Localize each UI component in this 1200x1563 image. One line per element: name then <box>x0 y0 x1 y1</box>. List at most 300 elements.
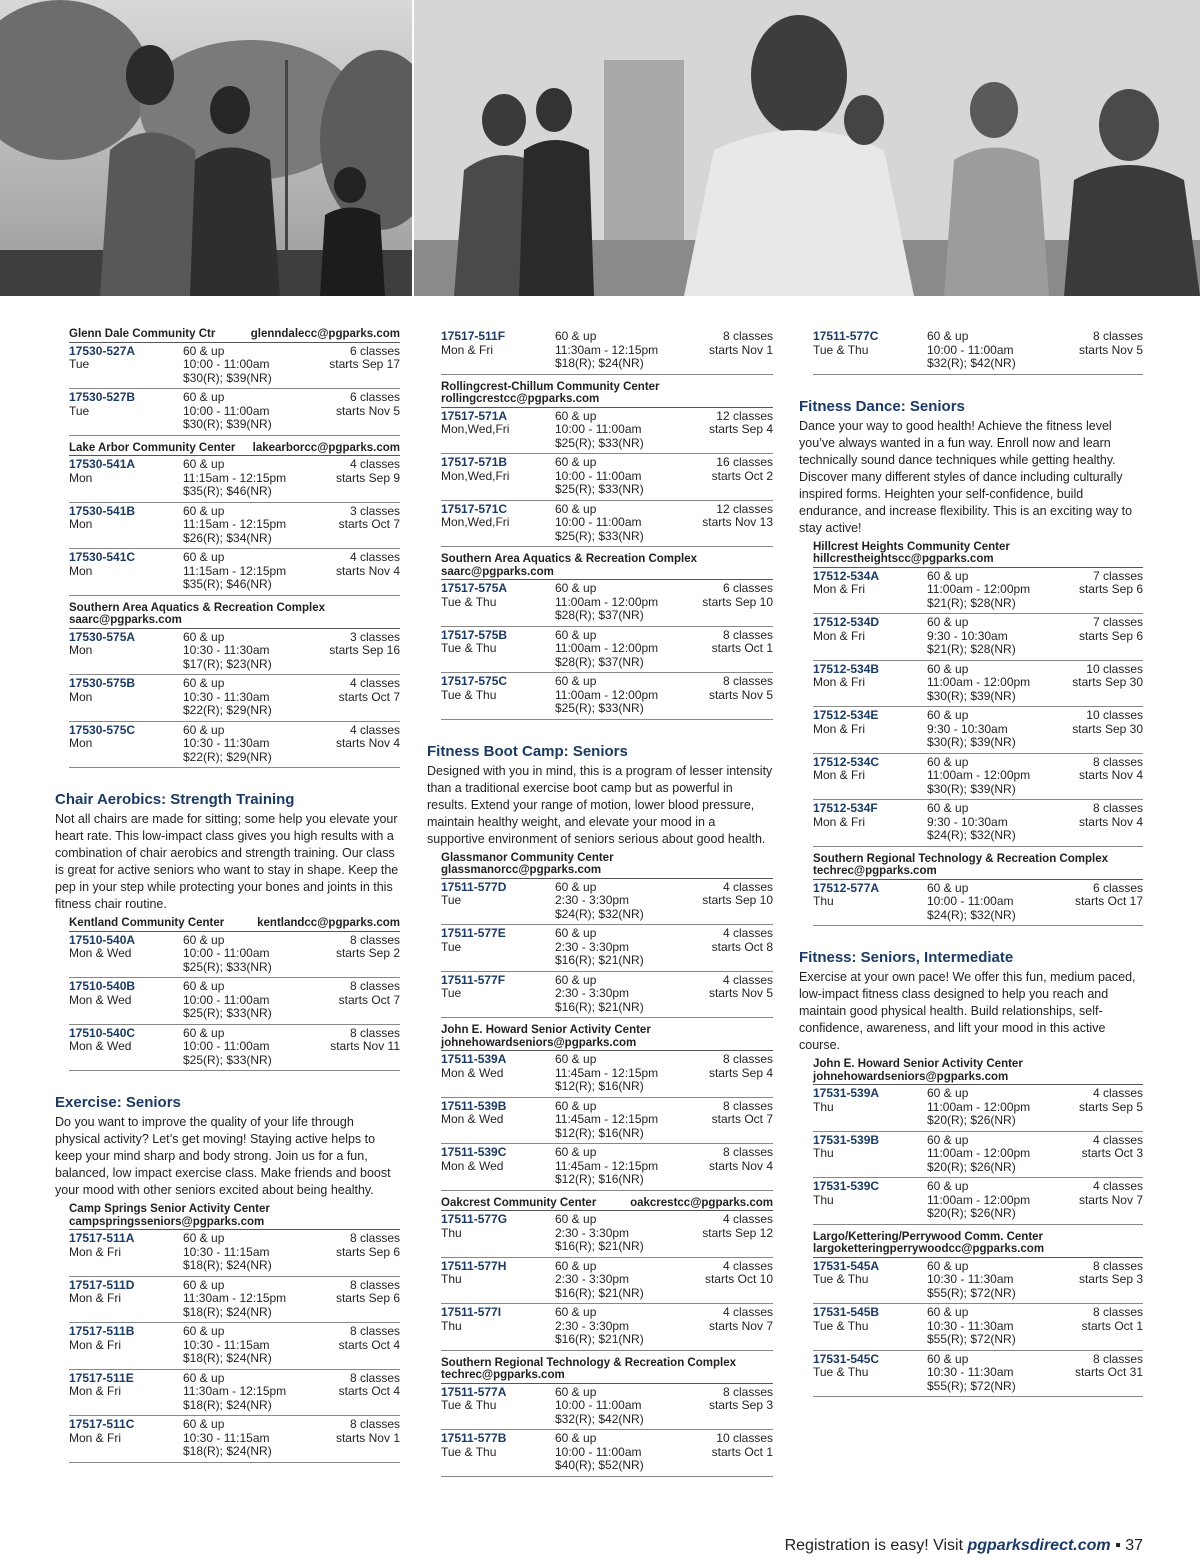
section-description: Designed with you in mind, this is a program of lesser intensity than a traditional exercise boot camp but as powerful in results. Extend your range of motion, lower blood pressure, maintain healthy weight, and elevate your mood in a supportive environment of seniors serious about good health. <box>427 763 773 846</box>
venue-name: John E. Howard Senior Activity Center <box>813 1058 1023 1070</box>
class-schedule-cell <box>339 505 400 546</box>
class-age: 60 & up <box>927 754 969 769</box>
venue-email-link[interactable]: lakearborcc@pgparks.com <box>252 441 400 454</box>
class-code-cell <box>69 458 183 499</box>
class-schedule-cell <box>336 724 400 765</box>
class-row <box>441 1211 773 1258</box>
class-time: 10:30 - 11:30am <box>927 1318 1014 1333</box>
class-schedule-cell <box>709 1306 773 1347</box>
venue-block <box>427 1357 773 1477</box>
venue-email-link[interactable]: saarc@pgparks.com <box>69 614 182 626</box>
class-fee: $16(R); $21(NR) <box>555 1332 644 1346</box>
class-days: Mon & Fri <box>813 768 866 782</box>
venue-block <box>427 852 773 1019</box>
class-start-date: starts Sep 6 <box>1078 628 1143 643</box>
class-count: 4 classes <box>722 926 773 940</box>
class-schedule-cell <box>705 1260 773 1301</box>
class-code-cell <box>813 882 927 923</box>
class-code-cell <box>441 1146 555 1187</box>
class-time: 10:30 - 11:15am <box>183 1337 270 1352</box>
venue-block <box>55 442 400 596</box>
class-count: 8 classes <box>349 1370 400 1385</box>
class-time: 2:30 - 3:30pm <box>555 939 630 954</box>
class-time: 10:00 - 11:00am <box>555 468 642 483</box>
class-start-date: starts Oct 31 <box>1074 1365 1143 1379</box>
class-time: 10:30 - 11:30am <box>183 689 270 704</box>
class-age: 60 & up <box>183 676 225 690</box>
class-time: 11:00am - 12:00pm <box>927 1099 1031 1114</box>
class-schedule-cell <box>1072 663 1143 704</box>
class-age: 60 & up <box>555 972 597 987</box>
class-row <box>441 328 773 375</box>
class-time: 11:00am - 12:00pm <box>927 1192 1031 1207</box>
venue-email-link[interactable]: oakcrestcc@pgparks.com <box>630 1196 773 1209</box>
class-row <box>813 1132 1143 1179</box>
class-time: 11:15am - 12:15pm <box>183 470 287 485</box>
footer-separator: ▪ <box>1110 1537 1126 1554</box>
class-code-cell <box>69 505 183 546</box>
venue-email-link[interactable]: campspringsseniors@pgparks.com <box>69 1215 265 1228</box>
class-code-cell <box>441 1386 555 1427</box>
class-time: 2:30 - 3:30pm <box>555 986 630 1000</box>
class-fee: $18(R); $24(NR) <box>183 1397 272 1412</box>
class-fee: $40(R); $52(NR) <box>555 1458 644 1472</box>
class-start-date: starts Oct 2 <box>711 468 773 483</box>
class-fee: $32(R); $42(NR) <box>927 356 1016 370</box>
class-schedule-cell <box>712 927 773 968</box>
class-code: 17511-577C <box>813 329 879 343</box>
class-row <box>441 1144 773 1191</box>
class-row <box>69 675 400 722</box>
class-schedule-cell <box>1079 330 1143 371</box>
venue-email-link[interactable]: johnehowardseniors@pgparks.com <box>813 1070 1009 1083</box>
venue-email-link[interactable]: glenndalecc@pgparks.com <box>250 328 400 340</box>
class-code-cell <box>69 345 183 386</box>
class-row <box>813 328 1143 375</box>
class-age: 60 & up <box>927 615 969 629</box>
class-time: 11:00am - 12:00pm <box>927 675 1031 689</box>
class-time: 11:45am - 12:15pm <box>555 1065 659 1080</box>
class-count: 16 classes <box>716 455 773 469</box>
footer-text: Registration is easy! Visit <box>784 1537 968 1554</box>
class-detail-cell <box>555 974 709 1015</box>
class-schedule-cell <box>329 631 400 672</box>
class-count: 4 classes <box>722 1258 773 1273</box>
class-code: 17512-534B <box>813 661 880 676</box>
class-schedule-cell <box>339 980 400 1021</box>
class-code: 17517-511F <box>441 329 506 343</box>
class-count: 8 classes <box>1092 1258 1143 1273</box>
class-days: Mon & Fri <box>69 1384 122 1398</box>
class-detail-cell <box>555 1386 709 1427</box>
venue-block <box>55 1203 400 1463</box>
venue-email-link[interactable]: saarc@pgparks.com <box>441 565 554 578</box>
class-schedule-cell <box>336 1279 400 1320</box>
section-spacer <box>799 926 1143 948</box>
class-fee: $24(R); $32(NR) <box>927 828 1016 842</box>
class-time: 11:15am - 12:15pm <box>183 563 287 578</box>
class-row <box>441 1384 773 1431</box>
class-detail-cell <box>927 1306 1082 1347</box>
class-days: Mon,Wed,Fri <box>441 515 510 529</box>
class-detail-cell <box>555 675 709 716</box>
class-age: 60 & up <box>555 1431 597 1445</box>
class-fee: $30(R); $39(NR) <box>927 688 1016 703</box>
class-schedule-cell <box>339 677 400 718</box>
class-schedule-cell <box>1079 1260 1143 1301</box>
class-code-cell <box>69 677 183 718</box>
class-start-date: starts Sep 12 <box>702 1225 773 1240</box>
venue-email-link[interactable]: hillcrestheightscc@pgparks.com <box>813 553 994 565</box>
class-fee: $28(R); $37(NR) <box>555 608 644 622</box>
class-fee: $25(R); $33(NR) <box>555 435 644 450</box>
class-fee: $30(R); $39(NR) <box>183 370 272 385</box>
class-time: 10:30 - 11:30am <box>183 643 270 657</box>
class-schedule-cell <box>1075 882 1143 923</box>
class-count: 8 classes <box>722 627 773 642</box>
class-count: 4 classes <box>349 676 400 690</box>
class-code: 17530-527B <box>69 390 136 404</box>
class-code: 17530-575A <box>69 629 136 644</box>
venue-header <box>441 1024 773 1051</box>
class-fee: $32(R); $42(NR) <box>555 1411 644 1426</box>
class-row <box>69 1230 400 1277</box>
class-detail-cell <box>183 1232 336 1273</box>
venue-block <box>427 328 773 375</box>
class-code: 17531-545C <box>813 1351 880 1366</box>
class-fee: $20(R); $26(NR) <box>927 1159 1016 1174</box>
class-row <box>813 568 1143 615</box>
class-time: 2:30 - 3:30pm <box>555 1225 630 1240</box>
class-code: 17511-577F <box>441 972 506 987</box>
class-start-date: starts Sep 3 <box>1078 1272 1143 1286</box>
class-detail-cell <box>183 505 339 546</box>
class-fee: $16(R); $21(NR) <box>555 1239 644 1253</box>
class-schedule-cell <box>1082 1134 1143 1175</box>
class-detail-cell <box>183 391 336 432</box>
class-fee: $18(R); $24(NR) <box>183 1304 272 1319</box>
class-row <box>69 1370 400 1417</box>
class-age: 60 & up <box>927 801 969 815</box>
class-days: Mon <box>69 517 93 531</box>
class-row <box>69 722 400 769</box>
class-start-date: starts Oct 1 <box>711 641 773 655</box>
class-count: 4 classes <box>722 879 773 894</box>
class-count: 3 classes <box>349 629 400 644</box>
class-row <box>813 614 1143 661</box>
chair-exercise-photo <box>414 0 1200 296</box>
class-age: 60 & up <box>183 1231 225 1245</box>
class-fee: $17(R); $23(NR) <box>183 656 272 671</box>
class-time: 10:30 - 11:30am <box>183 736 270 750</box>
class-time: 11:30am - 12:15pm <box>555 342 659 357</box>
class-count: 4 classes <box>1092 1086 1143 1100</box>
venue-header <box>813 1231 1143 1258</box>
class-code-cell <box>69 551 183 592</box>
class-detail-cell <box>183 677 339 718</box>
class-days: Mon & Wed <box>441 1158 504 1173</box>
class-code: 17531-539B <box>813 1132 880 1147</box>
class-code: 17517-575B <box>441 627 508 642</box>
class-code-cell <box>441 582 555 623</box>
class-row <box>441 1051 773 1098</box>
class-days: Tue <box>69 403 90 418</box>
class-count: 4 classes <box>722 1305 773 1319</box>
class-time: 11:30am - 12:15pm <box>183 1384 287 1398</box>
class-start-date: starts Oct 7 <box>711 1112 773 1126</box>
class-fee: $16(R); $21(NR) <box>555 1285 644 1300</box>
class-days: Mon <box>69 563 93 578</box>
class-count: 8 classes <box>722 329 773 343</box>
class-schedule-cell <box>1072 709 1143 750</box>
class-code: 17517-511C <box>69 1417 135 1431</box>
class-detail-cell <box>927 1260 1079 1301</box>
class-age: 60 & up <box>183 550 225 564</box>
venue-header <box>813 853 1143 880</box>
class-fee: $28(R); $37(NR) <box>555 654 644 669</box>
venue-block <box>427 381 773 548</box>
class-row <box>441 454 773 501</box>
class-detail-cell <box>555 330 709 371</box>
class-detail-cell <box>927 570 1079 611</box>
class-detail-cell <box>183 1027 330 1068</box>
venue-email-link[interactable]: kentlandcc@pgparks.com <box>257 917 400 929</box>
class-schedule-cell <box>339 1372 400 1413</box>
venue-email-link[interactable]: rollingcrestcc@pgparks.com <box>441 393 600 405</box>
venue-block <box>427 1024 773 1191</box>
footer-url-link[interactable]: pgparksdirect.com <box>967 1537 1111 1554</box>
class-schedule-cell <box>709 1053 773 1094</box>
class-start-date: starts Sep 30 <box>1072 675 1143 689</box>
class-start-date: starts Nov 1 <box>335 1430 400 1445</box>
class-schedule-cell <box>339 1325 400 1366</box>
class-days: Mon <box>69 470 93 485</box>
venue-email-link[interactable]: techrec@pgparks.com <box>441 1369 565 1381</box>
class-row <box>69 978 400 1025</box>
class-count: 4 classes <box>349 550 400 564</box>
venue-block <box>55 602 400 769</box>
class-detail-cell <box>555 1053 709 1094</box>
class-code-cell <box>813 1180 927 1221</box>
class-time: 10:00 - 11:00am <box>555 422 642 436</box>
class-code: 17530-575B <box>69 676 136 690</box>
class-row <box>813 1085 1143 1132</box>
class-age: 60 & up <box>927 661 969 676</box>
class-code-cell <box>813 802 927 843</box>
class-days: Mon & Fri <box>441 342 494 357</box>
class-code-cell <box>69 391 183 432</box>
class-count: 6 classes <box>722 581 773 595</box>
class-start-date: starts Sep 6 <box>335 1244 400 1259</box>
class-count: 8 classes <box>722 1052 773 1066</box>
class-schedule-cell <box>1079 570 1143 611</box>
class-detail-cell <box>927 1353 1075 1394</box>
venue-block <box>55 328 400 436</box>
column-2 <box>427 328 773 1477</box>
class-schedule-cell <box>712 456 773 497</box>
class-age: 60 & up <box>555 879 597 894</box>
venue-email-link[interactable]: largoketteringperrywoodcc@pgparks.com <box>813 1243 1045 1255</box>
class-row <box>69 932 400 979</box>
class-schedule-cell <box>702 1213 773 1254</box>
class-start-date: starts Nov 4 <box>708 1158 773 1173</box>
class-detail-cell <box>183 934 336 975</box>
class-time: 10:30 - 11:15am <box>183 1244 270 1259</box>
venue-email-link[interactable]: johnehowardseniors@pgparks.com <box>441 1036 637 1049</box>
class-days: Tue & Thu <box>813 1365 869 1379</box>
class-start-date: starts Nov 7 <box>1078 1192 1143 1207</box>
class-days: Tue & Thu <box>441 687 497 702</box>
class-detail-cell <box>183 980 339 1021</box>
class-fee: $21(R); $28(NR) <box>927 642 1016 656</box>
class-schedule-cell <box>1079 1180 1143 1221</box>
class-code-cell <box>69 1279 183 1320</box>
class-code: 17511-577G <box>441 1212 508 1226</box>
class-row <box>69 343 400 390</box>
class-count: 4 classes <box>722 972 773 987</box>
class-detail-cell <box>927 616 1079 657</box>
class-code-cell <box>69 1232 183 1273</box>
class-code-cell <box>441 503 555 544</box>
class-start-date: starts Oct 3 <box>1081 1146 1143 1160</box>
class-fee: $22(R); $29(NR) <box>183 703 272 717</box>
class-code-cell <box>441 1213 555 1254</box>
class-code-cell <box>813 1306 927 1347</box>
class-age: 60 & up <box>183 503 225 518</box>
class-code: 17530-575C <box>69 722 136 737</box>
class-code-cell <box>441 974 555 1015</box>
class-fee: $16(R); $21(NR) <box>555 999 644 1014</box>
class-time: 10:00 - 11:00am <box>183 946 270 960</box>
class-code: 17511-539C <box>441 1145 507 1159</box>
class-fee: $18(R); $24(NR) <box>183 1258 272 1272</box>
class-days: Mon,Wed,Fri <box>441 422 510 436</box>
class-schedule-cell <box>329 345 400 386</box>
class-code-cell <box>813 1353 927 1394</box>
venue-block <box>799 853 1143 927</box>
class-age: 60 & up <box>555 627 597 642</box>
class-start-date: starts Oct 4 <box>338 1337 400 1352</box>
class-detail-cell <box>927 709 1072 750</box>
class-detail-cell <box>555 1100 712 1141</box>
class-age: 60 & up <box>555 455 597 469</box>
section-title: Exercise: Seniors <box>55 1094 181 1111</box>
class-start-date: starts Sep 16 <box>329 643 400 657</box>
class-days: Tue <box>441 893 462 907</box>
class-code-cell <box>441 330 555 371</box>
class-fee: $12(R); $16(NR) <box>555 1172 644 1186</box>
section-spacer <box>55 768 400 790</box>
class-time: 2:30 - 3:30pm <box>555 1318 630 1333</box>
class-code-cell <box>441 629 555 670</box>
class-code-cell <box>441 456 555 497</box>
class-days: Mon <box>69 689 93 704</box>
class-start-date: starts Nov 5 <box>708 687 773 702</box>
class-days: Thu <box>813 894 834 908</box>
class-row <box>69 549 400 596</box>
class-row <box>441 1304 773 1351</box>
venue-block <box>427 1197 773 1351</box>
class-code-cell <box>441 410 555 451</box>
class-age: 60 & up <box>555 501 597 516</box>
venue-email-link[interactable]: glassmanorcc@pgparks.com <box>441 864 602 876</box>
class-time: 2:30 - 3:30pm <box>555 893 630 907</box>
class-code-cell <box>813 1087 927 1128</box>
class-schedule-cell <box>1075 1353 1143 1394</box>
class-schedule-cell <box>702 582 773 623</box>
class-fee: $20(R); $26(NR) <box>927 1206 1016 1220</box>
class-code: 17530-541A <box>69 457 136 471</box>
class-count: 6 classes <box>1092 880 1143 895</box>
section-title: Fitness Boot Camp: Seniors <box>427 742 628 760</box>
class-age: 60 & up <box>183 390 225 404</box>
class-row <box>441 879 773 926</box>
class-detail-cell <box>183 1372 339 1413</box>
class-count: 8 classes <box>722 1145 773 1159</box>
venue-email-link[interactable]: techrec@pgparks.com <box>813 865 937 877</box>
class-row <box>441 501 773 548</box>
column-1 <box>55 328 400 1463</box>
class-code-cell <box>441 675 555 716</box>
class-detail-cell <box>555 881 702 922</box>
class-age: 60 & up <box>927 708 969 722</box>
venue-header <box>69 1203 400 1230</box>
class-code-cell <box>69 1325 183 1366</box>
class-schedule-cell <box>336 458 400 499</box>
class-days: Tue <box>441 986 462 1000</box>
class-code-cell <box>69 980 183 1021</box>
class-days: Mon & Fri <box>69 1430 122 1445</box>
section-description: Dance your way to good health! Achieve the fitness level you’ve always wanted in a fun way. Enroll now and learn technically sound dance techniques while getting healthy. Discover many different styles of dance including culturally inspired forms. Heighten your self-confidence, build endurance, and increase flexibility. This is an exciting way to stay active! <box>799 418 1133 535</box>
venue-name: Largo/Kettering/Perrywood Comm. Center <box>813 1230 1044 1243</box>
class-days: Thu <box>441 1318 462 1333</box>
venue-block <box>799 1231 1143 1398</box>
class-age: 60 & up <box>555 1212 597 1226</box>
section-spacer <box>55 1071 400 1093</box>
class-detail-cell <box>555 1146 709 1187</box>
class-age: 60 & up <box>927 1132 969 1147</box>
class-time: 11:00am - 12:00pm <box>927 1146 1031 1160</box>
venue-name: Southern Regional Technology & Recreation Complex <box>441 1356 736 1369</box>
section-title: Fitness Dance: Seniors <box>799 397 965 415</box>
class-time: 10:00 - 11:00am <box>183 992 270 1007</box>
class-start-date: starts Nov 4 <box>335 736 400 750</box>
class-start-date: starts Sep 4 <box>708 422 773 436</box>
class-age: 60 & up <box>927 1258 969 1273</box>
class-time: 11:15am - 12:15pm <box>183 517 287 531</box>
class-age: 60 & up <box>183 1277 225 1292</box>
class-code-cell <box>441 1260 555 1301</box>
class-code: 17530-541C <box>69 550 136 564</box>
class-days: Tue & Thu <box>813 1318 869 1333</box>
class-code-cell <box>813 663 927 704</box>
class-row <box>69 389 400 436</box>
class-code-cell <box>69 1027 183 1068</box>
class-code-cell <box>441 881 555 922</box>
class-row <box>69 456 400 503</box>
section-spacer <box>427 720 773 742</box>
class-row <box>69 1025 400 1072</box>
class-fee: $30(R); $39(NR) <box>927 735 1016 749</box>
class-row <box>69 1416 400 1463</box>
class-code: 17512-577A <box>813 880 880 895</box>
class-start-date: starts Nov 5 <box>335 403 400 418</box>
page-number: 37 <box>1125 1537 1143 1554</box>
class-code: 17517-511A <box>69 1231 135 1245</box>
class-code-cell <box>69 1372 183 1413</box>
class-code: 17512-534D <box>813 615 880 629</box>
class-detail-cell <box>555 503 702 544</box>
